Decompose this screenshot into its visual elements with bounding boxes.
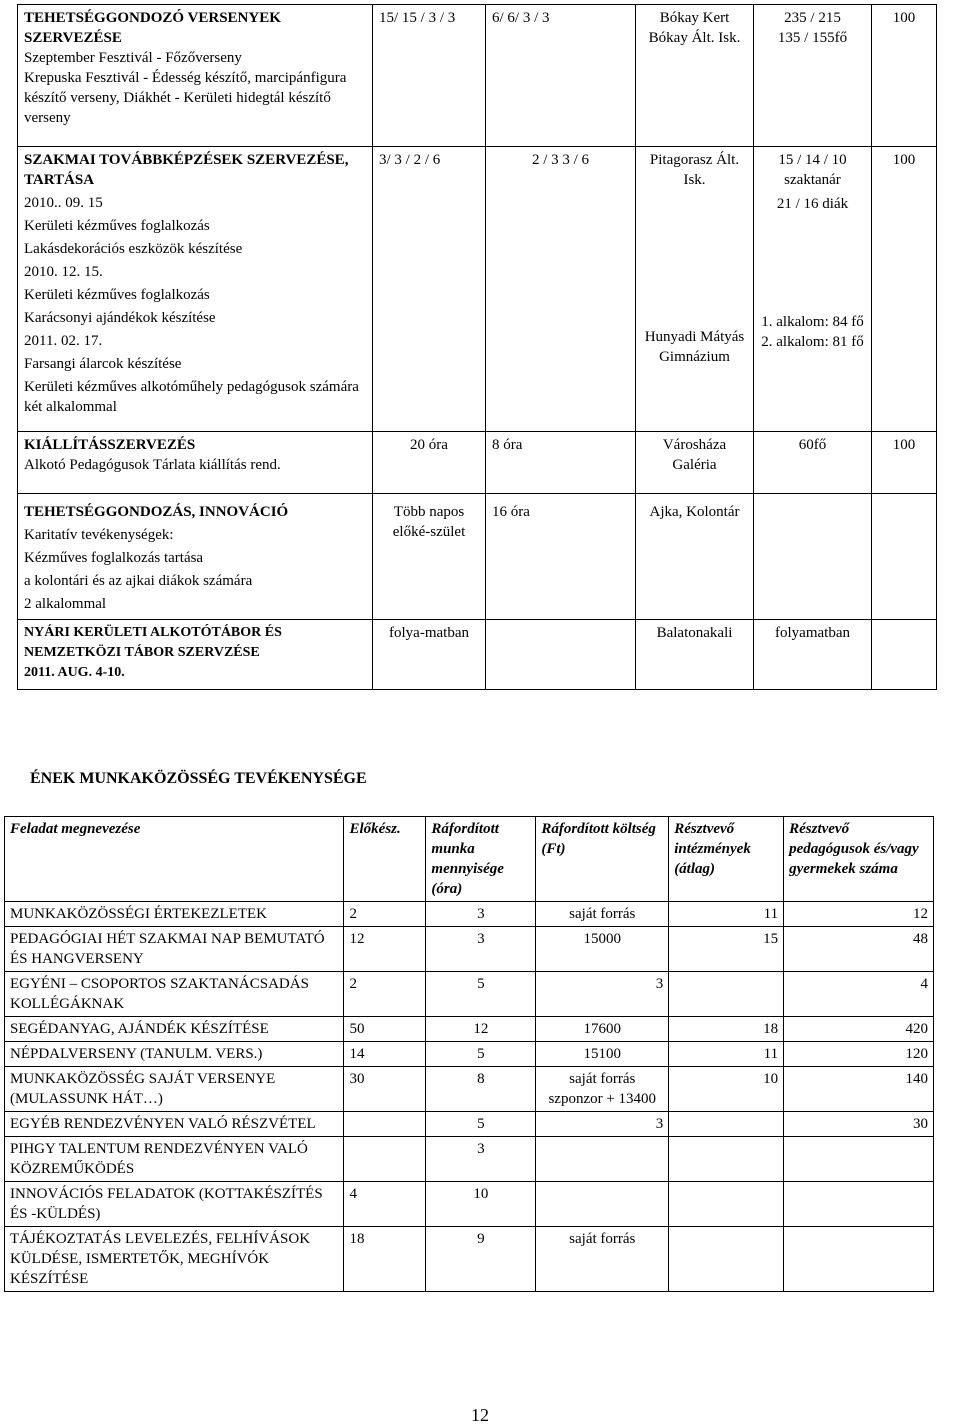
- cell: 15000: [536, 927, 669, 972]
- cell: 3: [426, 1137, 536, 1182]
- task-name: MUNKAKÖZÖSSÉGI ÉRTEKEZLETEK: [5, 902, 344, 927]
- cell: 30: [784, 1112, 934, 1137]
- cell: Több napos előké-szület: [373, 494, 486, 620]
- cell: 6/ 6/ 3 / 3: [486, 5, 636, 147]
- cell: 10: [426, 1182, 536, 1227]
- column-header: Résztvevő intézmények (átlag): [669, 817, 784, 902]
- table-row: [5, 1017, 934, 1042]
- column-header: Feladat megnevezése: [5, 817, 344, 902]
- cell-line: 235 / 215: [784, 10, 841, 26]
- table-row: [5, 1227, 934, 1292]
- row-line: Karácsonyi ajándékok készítése: [24, 310, 216, 326]
- cell: 12: [344, 927, 426, 972]
- row-line: 2011. AUG. 4-10.: [24, 665, 125, 680]
- cell: [669, 1137, 784, 1182]
- table-row: [18, 432, 937, 494]
- page-number: 12: [471, 1405, 489, 1425]
- column-header: Résztvevő pedagógusok és/vagy gyermekek száma: [784, 817, 934, 902]
- cell: [486, 620, 636, 690]
- row-line: Karitatív tevékenységek:: [24, 527, 174, 543]
- table-row: [5, 902, 934, 927]
- row-line: Alkotó Pedagógusok Tárlata kiállítás rend.: [24, 457, 281, 473]
- cell: 18: [344, 1227, 426, 1292]
- task-name: NÉPDALVERSENY (TANULM. VERS.): [5, 1042, 344, 1067]
- section-title: ÉNEK MUNKAKÖZÖSSÉG TEVÉKENYSÉGE: [30, 770, 367, 787]
- table-row: [18, 5, 937, 147]
- cell-line: Bókay Ált. Isk.: [648, 30, 741, 46]
- row-heading: SZAKMAI TOVÁBBKÉPZÉSEK SZERVEZÉSE, TARTÁSA: [24, 152, 349, 188]
- cell-line: 1. alkalom: 84 fő: [761, 314, 864, 330]
- row-line: 2010. 12. 15.: [24, 264, 103, 280]
- cell: [636, 147, 754, 432]
- task-name: SEGÉDANYAG, AJÁNDÉK KÉSZÍTÉSE: [5, 1017, 344, 1042]
- column-header: Ráfordított munka mennyisége (óra): [426, 817, 536, 902]
- row-heading: TEHETSÉGGONDOZÓ VERSENYEK SZERVEZÉSE: [24, 10, 281, 46]
- cell: [669, 972, 784, 1017]
- row-line: Kerületi kézműves foglalkozás: [24, 218, 210, 234]
- cell: 50: [344, 1017, 426, 1042]
- table-row: [18, 147, 937, 432]
- row-line: Kézműves foglalkozás tartása: [24, 550, 204, 566]
- cell-line: Bókay Kert: [659, 10, 730, 26]
- cell: [669, 1182, 784, 1227]
- cell: 5: [426, 1112, 536, 1137]
- cell: [344, 1137, 426, 1182]
- row-line: Kerületi kézműves alkotóműhely pedagógusok számára két alkalommal: [24, 379, 359, 415]
- cell: 30: [344, 1067, 426, 1112]
- cell: 100: [872, 432, 937, 494]
- cell-line: 15 / 14 / 10 szaktanár: [778, 152, 847, 188]
- cell: 100: [872, 147, 937, 432]
- cell: 3: [426, 902, 536, 927]
- cell: [754, 494, 872, 620]
- row-line: Krepuska Fesztivál - Édesség készítő, marcipánfigura készítő verseny, Diákhét - Kerületi hidegtál készítő verseny: [24, 70, 347, 126]
- cell: folya-matban: [373, 620, 486, 690]
- cell: 3: [536, 1112, 669, 1137]
- cell: 100: [872, 5, 937, 147]
- task-cell: [18, 494, 373, 620]
- cell: [754, 5, 872, 147]
- table-row: [5, 927, 934, 972]
- cell: 15: [669, 927, 784, 972]
- cell: saját forrás: [536, 1227, 669, 1292]
- row-line: a kolontári és az ajkai diákok számára: [24, 573, 253, 589]
- cell: 11: [669, 1042, 784, 1067]
- row-line: Lakásdekorációs eszközök készítése: [24, 241, 243, 257]
- cell: 8 óra: [486, 432, 636, 494]
- cell: 120: [784, 1042, 934, 1067]
- task-cell: [18, 5, 373, 147]
- cell: 8: [426, 1067, 536, 1112]
- ensemble-activity-table: [4, 816, 934, 1292]
- cell: 12: [784, 902, 934, 927]
- cell: 14: [344, 1042, 426, 1067]
- cell-line: 21 / 16 diák: [776, 196, 849, 212]
- cell: 15/ 15 / 3 / 3: [373, 5, 486, 147]
- cell: saját forrás: [536, 902, 669, 927]
- cell: 420: [784, 1017, 934, 1042]
- cell: 2: [344, 972, 426, 1017]
- row-line: 2 alkalommal: [24, 596, 107, 612]
- cell: 48: [784, 927, 934, 972]
- cell: 3: [426, 927, 536, 972]
- row-line: Farsangi álarcok készítése: [24, 356, 182, 372]
- cell: [872, 620, 937, 690]
- cell: [784, 1227, 934, 1292]
- cell: saját forrás szponzor + 13400: [536, 1067, 669, 1112]
- cell: 20 óra: [373, 432, 486, 494]
- cell-line: 135 / 155fő: [777, 30, 848, 46]
- cell: 17600: [536, 1017, 669, 1042]
- table-row: [18, 494, 937, 620]
- cell: [636, 5, 754, 147]
- cell: [754, 147, 872, 432]
- cell: [872, 494, 937, 620]
- task-name: TÁJÉKOZTATÁS LEVELEZÉS, FELHÍVÁSOK KÜLDÉSE, ISMERTETŐK, MEGHÍVÓK KÉSZÍTÉSE: [5, 1227, 344, 1292]
- cell: folyamatban: [754, 620, 872, 690]
- row-heading: TEHETSÉGGONDOZÁS, INNOVÁCIÓ: [24, 504, 289, 520]
- cell-line: Pitagorasz Ált. Isk.: [649, 152, 740, 188]
- table-row: [5, 1182, 934, 1227]
- cell: [669, 1112, 784, 1137]
- cell: 10: [669, 1067, 784, 1112]
- column-header: Ráfordított költség (Ft): [536, 817, 669, 902]
- row-heading: KIÁLLÍTÁSSZERVEZÉS: [24, 437, 196, 453]
- cell: 3/ 3 / 2 / 6: [373, 147, 486, 432]
- cell: 4: [784, 972, 934, 1017]
- task-name: MUNKAKÖZÖSSÉG SAJÁT VERSENYE (MULASSUNK HÁT…): [5, 1067, 344, 1112]
- task-name: EGYÉNI – CSOPORTOS SZAKTANÁCSADÁS KOLLÉGÁKNAK: [5, 972, 344, 1017]
- row-line: 2010.. 09. 15: [24, 195, 103, 211]
- cell: 140: [784, 1067, 934, 1112]
- activities-table: [17, 4, 937, 690]
- cell: 5: [426, 972, 536, 1017]
- cell: 9: [426, 1227, 536, 1292]
- row-line: Kerületi kézműves foglalkozás: [24, 287, 210, 303]
- cell: [784, 1182, 934, 1227]
- cell: 5: [426, 1042, 536, 1067]
- task-cell: [18, 432, 373, 494]
- cell: [784, 1137, 934, 1182]
- cell: 12: [426, 1017, 536, 1042]
- task-name: PEDAGÓGIAI HÉT SZAKMAI NAP BEMUTATÓ ÉS HANGVERSENY: [5, 927, 344, 972]
- cell: 2 / 3 3 / 6: [486, 147, 636, 432]
- cell-line: Hunyadi Mátyás Gimnázium: [644, 329, 745, 365]
- cell: [344, 1112, 426, 1137]
- task-name: PIHGY TALENTUM RENDEZVÉNYEN VALÓ KÖZREMŰKÖDÉS: [5, 1137, 344, 1182]
- cell: Városháza Galéria: [636, 432, 754, 494]
- row-line: Szeptember Fesztivál - Főzőverseny: [24, 50, 242, 66]
- task-name: EGYÉB RENDEZVÉNYEN VALÓ RÉSZVÉTEL: [5, 1112, 344, 1137]
- cell: 2: [344, 902, 426, 927]
- table-row: [5, 1067, 934, 1112]
- table-row: [5, 972, 934, 1017]
- task-name: INNOVÁCIÓS FELADATOK (KOTTAKÉSZÍTÉS ÉS -KÜLDÉS): [5, 1182, 344, 1227]
- cell: 60fő: [754, 432, 872, 494]
- cell: [536, 1137, 669, 1182]
- cell: 3: [536, 972, 669, 1017]
- task-cell: [18, 147, 373, 432]
- table-row: [5, 1112, 934, 1137]
- cell: [536, 1182, 669, 1227]
- cell: 11: [669, 902, 784, 927]
- task-cell: [18, 620, 373, 690]
- cell-line: 2. alkalom: 81 fő: [761, 334, 864, 350]
- table-row: [5, 1137, 934, 1182]
- row-line: 2011. 02. 17.: [24, 333, 103, 349]
- table-row: [18, 620, 937, 690]
- cell: Balatonakali: [636, 620, 754, 690]
- cell: 15100: [536, 1042, 669, 1067]
- cell: 4: [344, 1182, 426, 1227]
- header-row: [5, 817, 934, 902]
- column-header: Előkész.: [344, 817, 426, 902]
- cell: 16 óra: [486, 494, 636, 620]
- cell: Ajka, Kolontár: [636, 494, 754, 620]
- cell: 18: [669, 1017, 784, 1042]
- table-row: [5, 1042, 934, 1067]
- cell: [669, 1227, 784, 1292]
- row-heading: NYÁRI KERÜLETI ALKOTÓTÁBOR ÉS NEMZETKÖZI TÁBOR SZERVZÉSE: [24, 625, 282, 660]
